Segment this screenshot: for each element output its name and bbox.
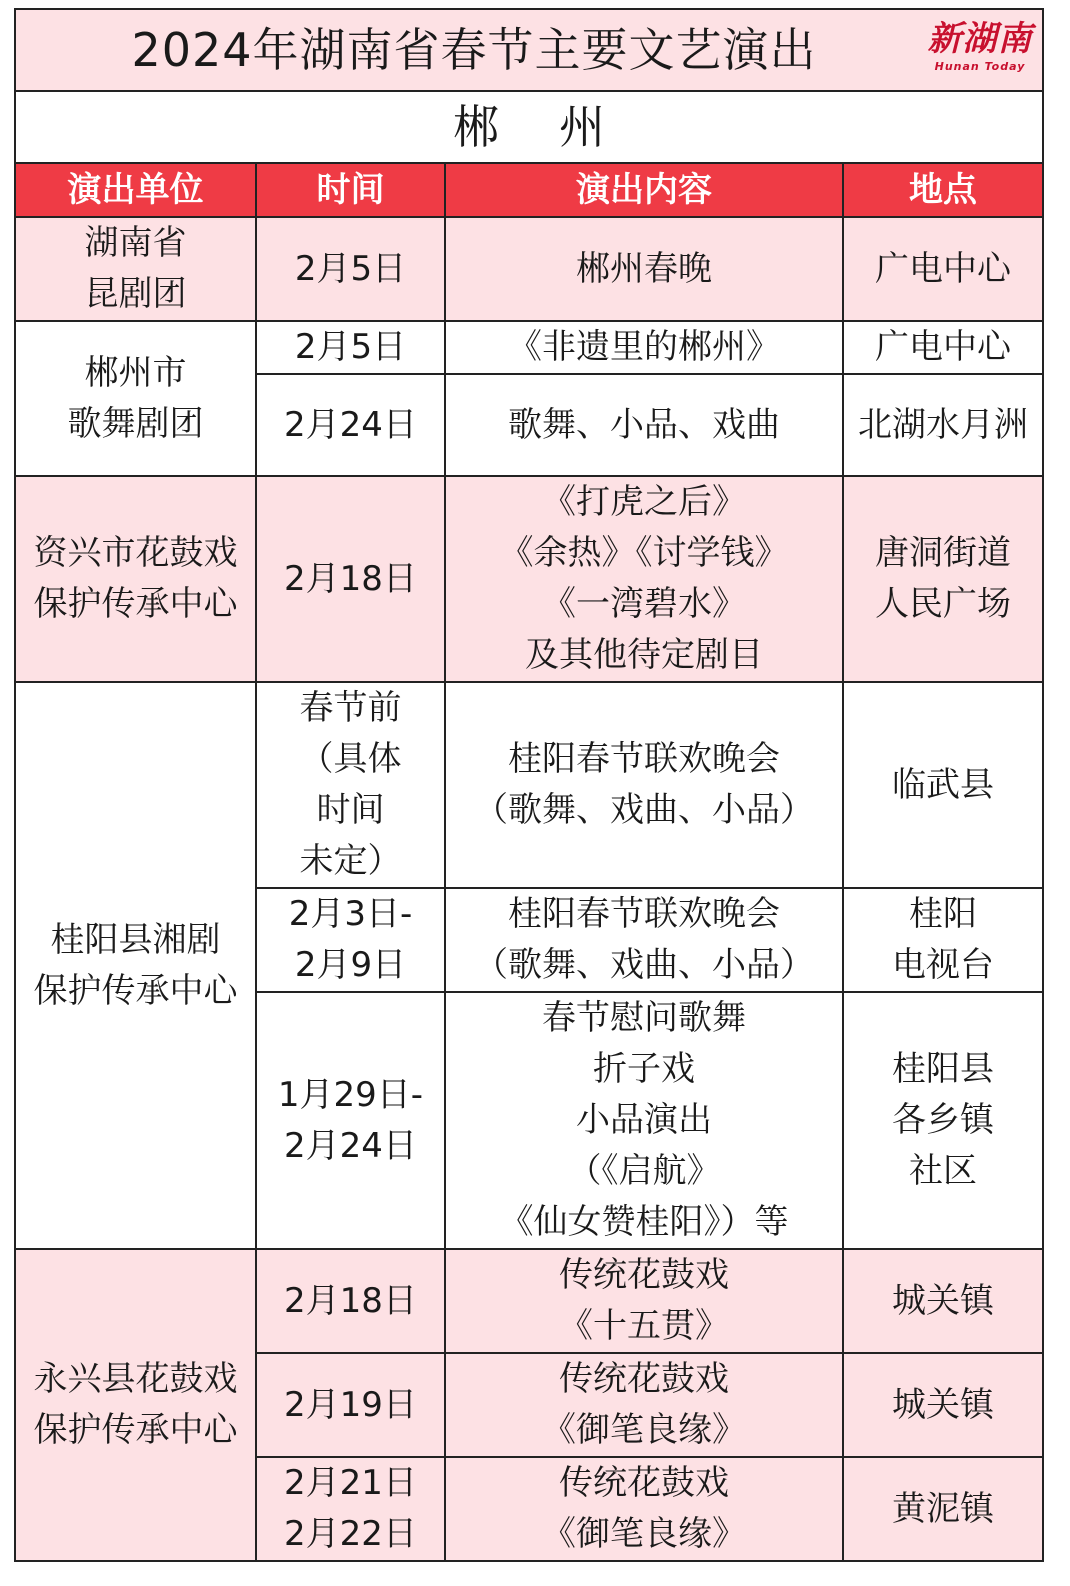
time-cell: 2月5日 xyxy=(256,321,445,374)
content-cell: 《非遗里的郴州》 xyxy=(445,321,843,374)
logo-name: 新湖南 xyxy=(927,19,1033,59)
time-cell: 1月29日- 2月24日 xyxy=(256,992,445,1249)
table-row xyxy=(15,476,1043,682)
unit-cell: 桂阳县湘剧 保护传承中心 xyxy=(15,682,256,1249)
content-cell: 桂阳春节联欢晚会 （歌舞、戏曲、小品） xyxy=(445,682,843,888)
place-cell: 城关镇 xyxy=(843,1353,1043,1457)
unit-cell: 永兴县花鼓戏 保护传承中心 xyxy=(15,1249,256,1561)
table-row xyxy=(15,217,1043,321)
header-unit: 演出单位 xyxy=(15,163,256,217)
table-row xyxy=(15,321,1043,374)
header-time: 时间 xyxy=(256,163,445,217)
content-cell: 《打虎之后》 《余热》《讨学钱》 《一湾碧水》 及其他待定剧目 xyxy=(445,476,843,682)
place-cell: 北湖水月洲 xyxy=(843,374,1043,476)
content-cell: 桂阳春节联欢晚会 （歌舞、戏曲、小品） xyxy=(445,888,843,992)
content-cell: 郴州春晚 xyxy=(445,217,843,321)
unit-cell: 郴州市 歌舞剧团 xyxy=(15,321,256,476)
content-cell: 传统花鼓戏 《十五贯》 xyxy=(445,1249,843,1353)
time-cell: 2月3日- 2月9日 xyxy=(256,888,445,992)
table-row xyxy=(15,1249,1043,1353)
hunan-today-logo xyxy=(926,18,1034,74)
place-cell: 广电中心 xyxy=(843,321,1043,374)
page-title: 2024年湖南省春节主要文艺演出 xyxy=(131,23,817,77)
time-cell: 2月21日 2月22日 xyxy=(256,1457,445,1561)
time-cell: 春节前 （具体 时间 未定） xyxy=(256,682,445,888)
schedule-sheet xyxy=(14,8,1042,1562)
unit-cell: 湖南省 昆剧团 xyxy=(15,217,256,321)
time-cell: 2月18日 xyxy=(256,476,445,682)
content-cell: 歌舞、小品、戏曲 xyxy=(445,374,843,476)
place-cell: 城关镇 xyxy=(843,1249,1043,1353)
city-heading: 郴州 xyxy=(15,91,1043,163)
unit-cell: 资兴市花鼓戏 保护传承中心 xyxy=(15,476,256,682)
time-cell: 2月19日 xyxy=(256,1353,445,1457)
time-cell: 2月18日 xyxy=(256,1249,445,1353)
place-cell: 广电中心 xyxy=(843,217,1043,321)
content-cell: 春节慰问歌舞 折子戏 小品演出 （《启航》 《仙女赞桂阳》）等 xyxy=(445,992,843,1249)
place-cell: 桂阳县 各乡镇 社区 xyxy=(843,992,1043,1249)
header-content: 演出内容 xyxy=(445,163,843,217)
content-cell: 传统花鼓戏 《御笔良缘》 xyxy=(445,1457,843,1561)
place-cell: 黄泥镇 xyxy=(843,1457,1043,1561)
header-row xyxy=(15,163,1043,217)
place-cell: 桂阳 电视台 xyxy=(843,888,1043,992)
performance-table xyxy=(14,8,1044,1562)
content-cell: 传统花鼓戏 《御笔良缘》 xyxy=(445,1353,843,1457)
table-row xyxy=(15,682,1043,888)
time-cell: 2月5日 xyxy=(256,217,445,321)
time-cell: 2月24日 xyxy=(256,374,445,476)
place-cell: 临武县 xyxy=(843,682,1043,888)
logo-subtitle: Hunan Today xyxy=(934,60,1026,73)
title-cell xyxy=(15,9,1043,91)
place-cell: 唐洞街道 人民广场 xyxy=(843,476,1043,682)
header-place: 地点 xyxy=(843,163,1043,217)
